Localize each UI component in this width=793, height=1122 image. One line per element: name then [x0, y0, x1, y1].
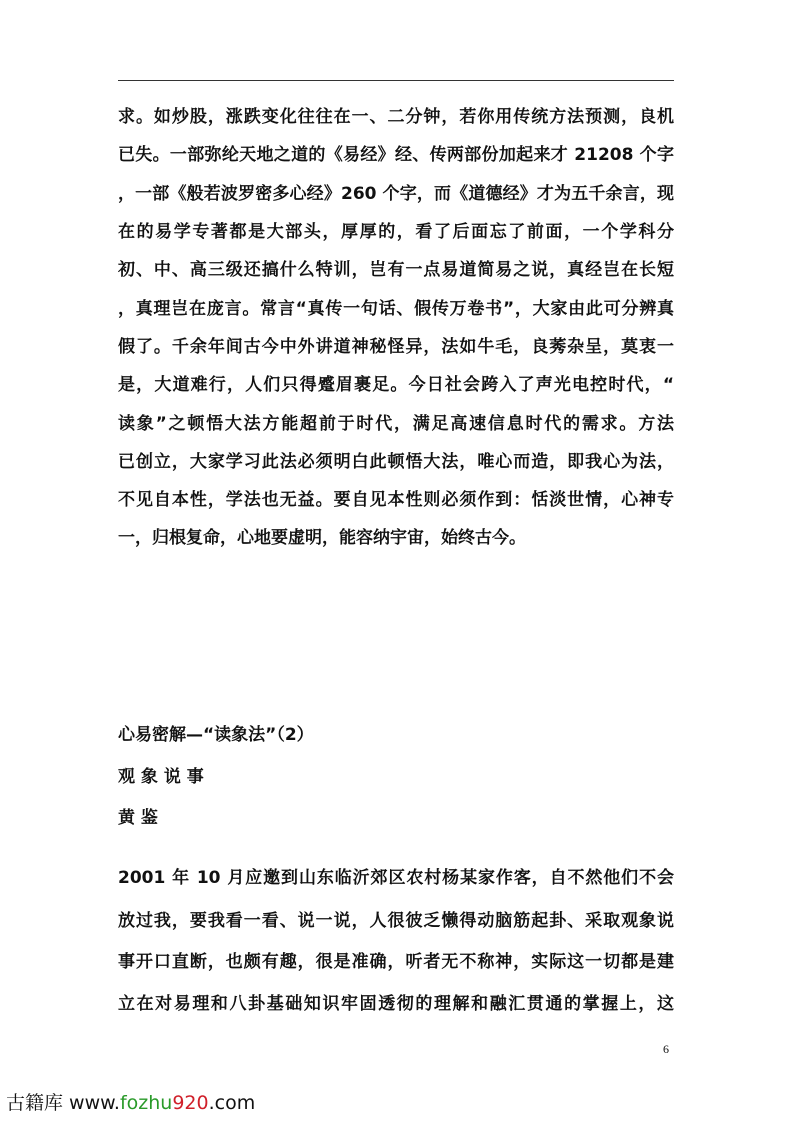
text-line: 已创立，大家学习此法必须明白此顿悟大法，唯心而造，即我心为法，	[118, 452, 674, 472]
text-line: 2001 年 10 月应邀到山东临沂郊区农村杨某家作客，自不然他们不会	[118, 868, 674, 888]
header-rule	[118, 80, 674, 81]
text-line: 读象”之顿悟大法方能超前于时代，满足高速信息时代的需求。方法	[118, 414, 674, 434]
watermark-suffix: .com	[208, 1092, 256, 1114]
page-number: 6	[663, 1042, 669, 1056]
text-line: ，真理岂在庞言。常言“真传一句话、假传万卷书”，大家由此可分辨真	[118, 299, 674, 319]
watermark-red: 920	[172, 1092, 209, 1114]
text-line: 在的易学专著都是大部头，厚厚的，看了后面忘了前面，一个学科分	[118, 222, 674, 242]
section-author: 黄 鉴	[118, 808, 158, 828]
text-line: 事开口直断，也颇有趣，很是准确，听者无不称神，实际这一切都是建	[118, 952, 674, 972]
text-line: 是，大道难行，人们只得蹙眉裹足。今日社会跨入了声光电控时代，“	[118, 375, 674, 395]
text-line: 假了。千余年间古今中外讲道神秘怪异，法如牛毛，良莠杂呈，莫衷一	[118, 337, 674, 357]
text-line: 一，归根复命，心地要虚明，能容纳宇宙，始终古今。	[118, 528, 526, 548]
text-line: 已失。一部弥纶天地之道的《易经》经、传两部份加起来才 21208 个字	[118, 145, 674, 165]
text-line: ，一部《般若波罗密多心经》260 个字，而《道德经》才为五千余言，现	[118, 184, 674, 204]
watermark	[6, 1088, 255, 1115]
section-subtitle: 观 象 说 事	[118, 767, 204, 787]
text-line: 放过我，要我看一看、说一说，人很彼乏懒得动脑筋起卦、采取观象说	[118, 911, 674, 931]
watermark-green: fozhu	[119, 1092, 173, 1114]
text-line: 求。如炒股，涨跌变化往往在一、二分钟，若你用传统方法预测，良机	[118, 107, 674, 127]
text-line: 立在对易理和八卦基础知识牢固透彻的理解和融汇贯通的掌握上，这	[118, 994, 674, 1014]
section-title: 心易密解—“读象法”（2）	[118, 725, 314, 745]
watermark-prefix: 古籍库 www.	[6, 1092, 120, 1114]
text-line: 不见自本性，学法也无益。要自见本性则必须作到：恬淡世情，心神专	[118, 490, 674, 510]
text-line: 初、中、高三级还搞什么特训，岂有一点易道简易之说，真经岂在长短	[118, 260, 674, 280]
